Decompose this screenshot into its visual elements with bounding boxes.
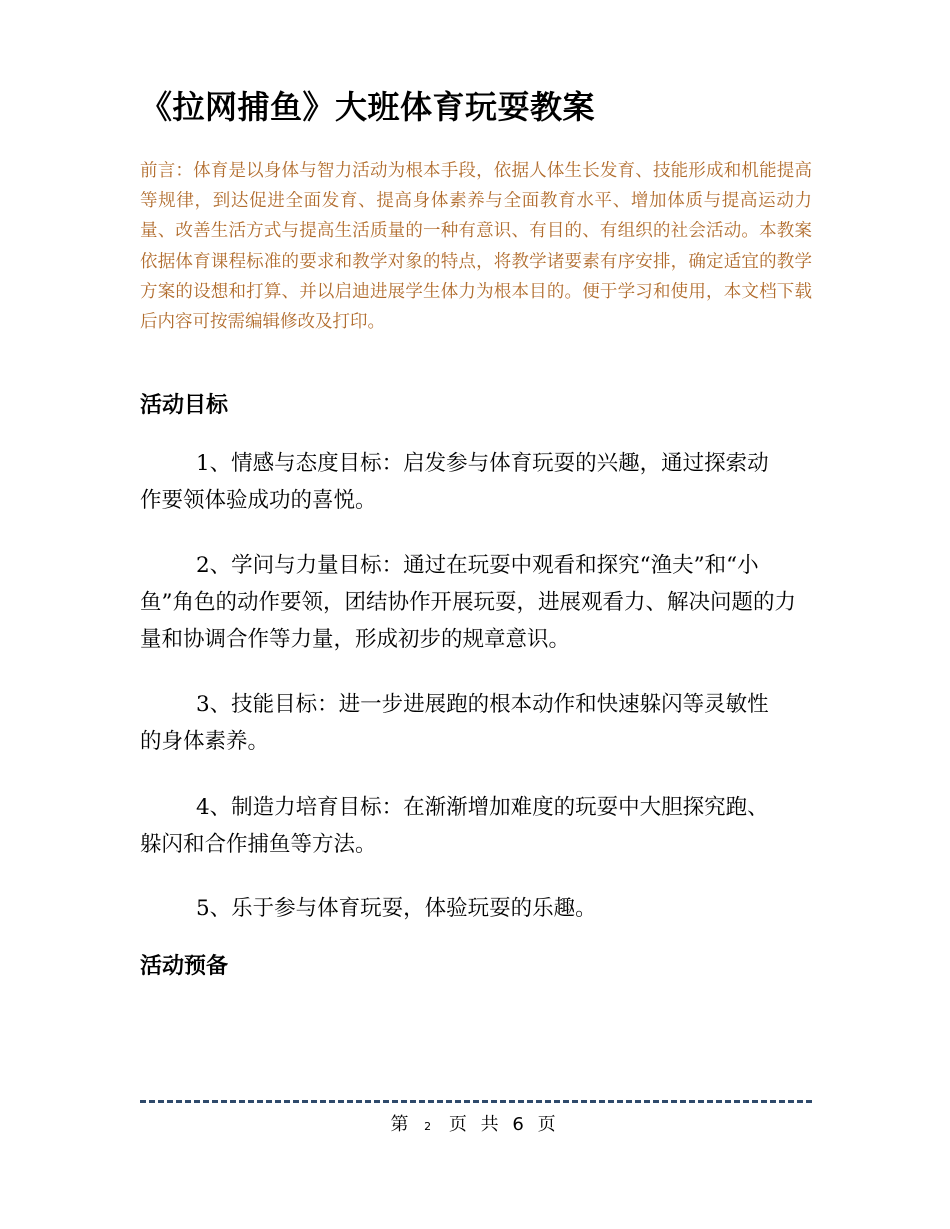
document-title: 《拉网捕鱼》大班体育玩耍教案 — [140, 88, 596, 126]
section-heading-goals: 活动目标 — [140, 393, 229, 418]
page-footer — [0, 1110, 950, 1136]
footer-suffix: 页 — [537, 1114, 560, 1135]
goal-paragraph: 4、制造力培育目标：在渐渐增加难度的玩耍中大胆探究跑、躲闪和合作捕鱼等方法。 — [140, 795, 769, 857]
goal-paragraph: 5、乐于参与体育玩耍，体验玩耍的乐趣。 — [196, 896, 597, 921]
footer-prefix: 第 — [390, 1114, 413, 1135]
goal-paragraph: 2、学问与力量目标：通过在玩耍中观看和探究“渔夫”和“小鱼”角色的动作要领，团结协作开展玩耍，进展观看力、解决问题的力量和协调合作等力量，形成初步的规章意识。 — [140, 553, 796, 652]
footer-middle: 页 共 — [448, 1114, 503, 1135]
goal-paragraph: 1、情感与态度目标：启发参与体育玩耍的兴趣，通过探索动作要领体验成功的喜悦。 — [140, 451, 769, 513]
footer-divider — [140, 1100, 812, 1103]
total-pages: 6 — [512, 1114, 528, 1135]
section-heading-preparation: 活动预备 — [140, 954, 229, 979]
goal-paragraph: 3、技能目标：进一步进展跑的根本动作和快速躲闪等灵敏性的身体素养。 — [140, 692, 769, 754]
page-number: 2 — [424, 1120, 432, 1133]
preface-text: 前言：体育是以身体与智力活动为根本手段，依据人体生长发育、技能形成和机能提高等规律，到达促进全面发育、提高身体素养与全面教育水平、增加体质与提高运动力量、改善生活方式与提高生活质量的一种有意识、有目的、有组织的社会活动。本教案依据体育课程标准的要求和教学对象的特点，将教学诸要素有序安排，确定适宜的教学方案的设想和打算、并以启迪进展学生体力为根本目的。便于学习和使用，本文档下载后内容可按需编辑修改及打印。 — [140, 161, 812, 333]
